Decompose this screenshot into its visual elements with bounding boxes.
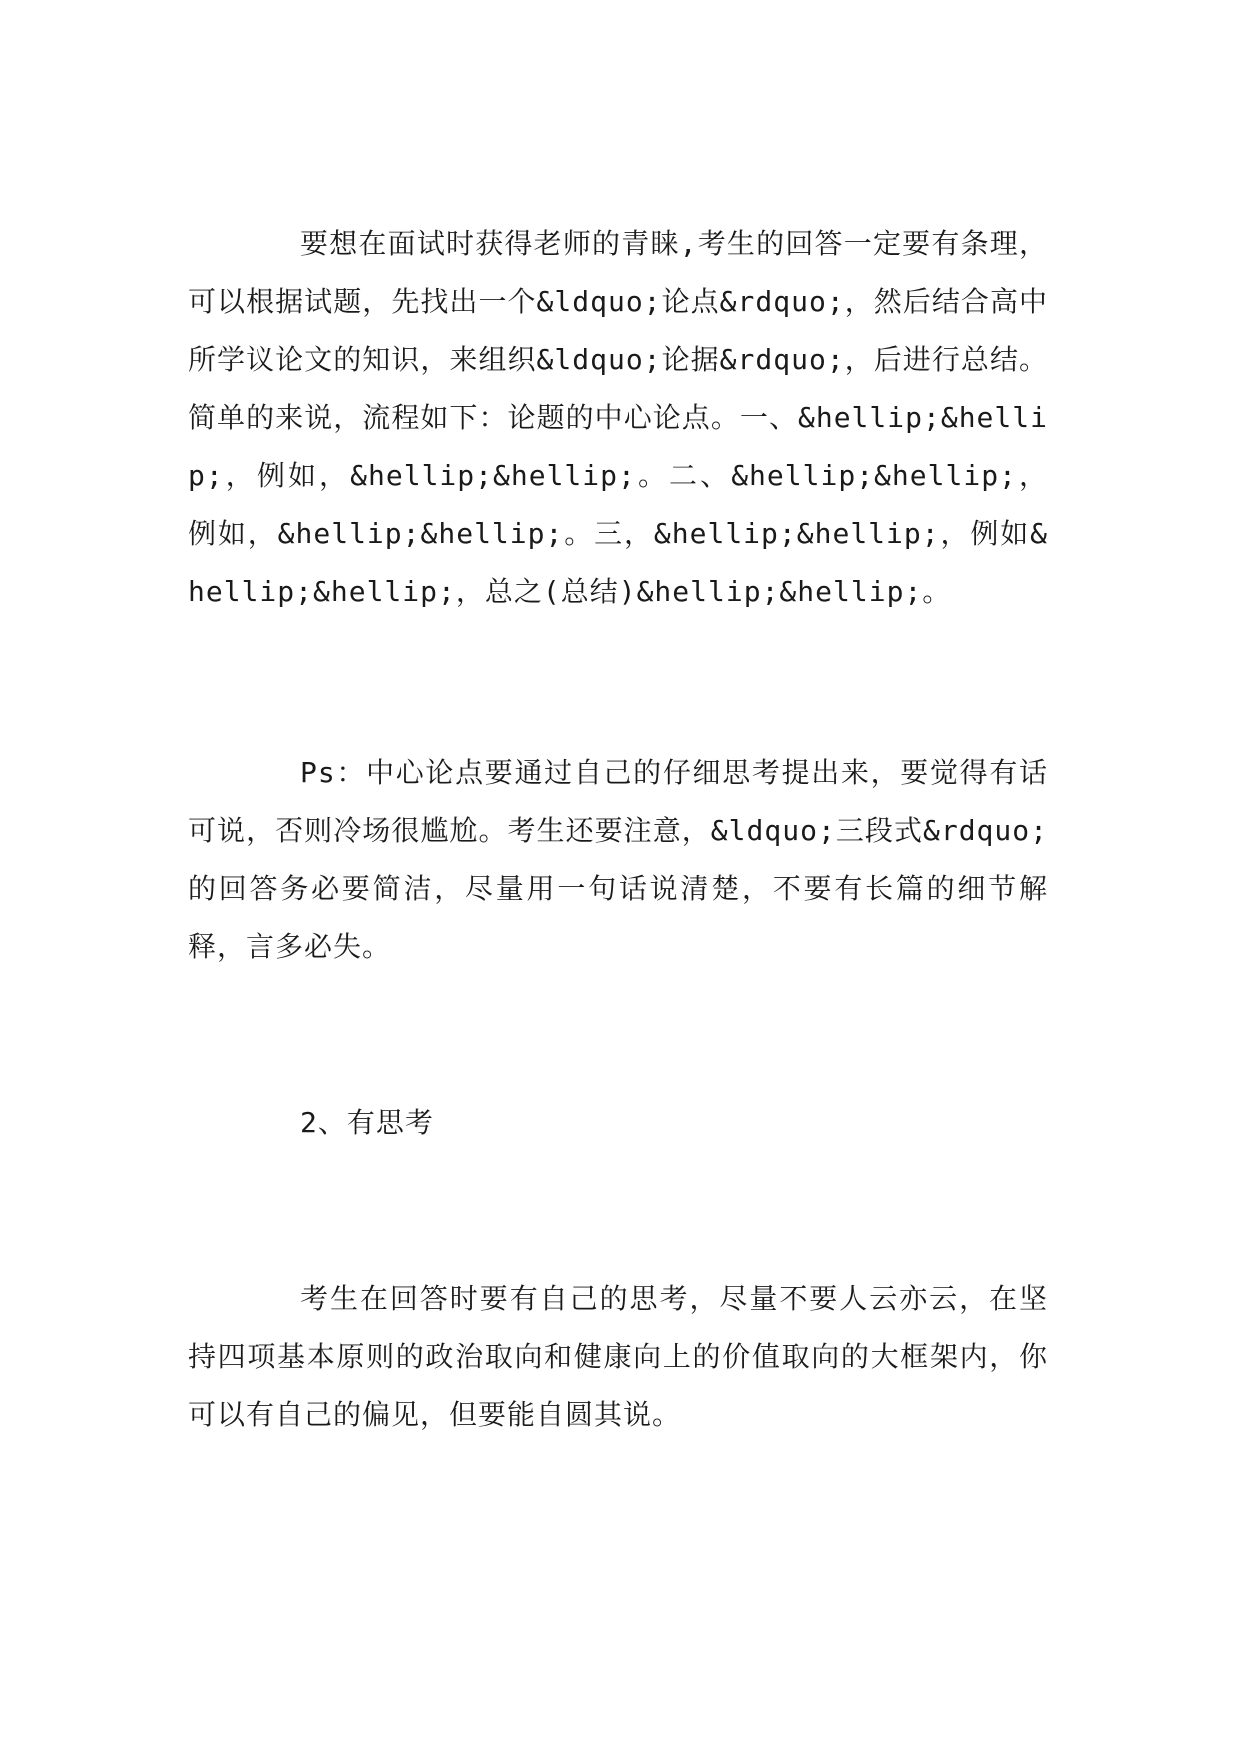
section-heading-thinking: 2、有思考 bbox=[300, 1106, 434, 1139]
paragraph-own-thinking: 考生在回答时要有自己的思考，尽量不要人云亦云，在坚持四项基本原则的政治取向和健康向上的价值取向的大框架内，你可以有自己的偏见，但要能自圆其说。 bbox=[188, 1282, 1048, 1431]
paragraph-spacer bbox=[188, 976, 1048, 1094]
paragraph-ps-note: Ps：中心论点要通过自己的仔细思考提出来，要觉得有话可说，否则冷场很尴尬。考生还要注意，&ldquo;三段式&rdquo;的回答务必要简洁，尽量用一句话说清楚，不要有长篇的细节解释，言多必失。 bbox=[188, 756, 1048, 963]
paragraph-answer-structure: 要想在面试时获得老师的青睐,考生的回答一定要有条理，可以根据试题，先找出一个&ldquo;论点&rdquo;，然后结合高中所学议论文的知识，来组织&ldquo;论据&rdquo;，后进行总结。简单的来说，流程如下：论题的中心论点。一、&hellip;&hellip;，例如，&hellip;&hellip;。二、&hellip;&hellip;，例如，&hellip;&hellip;。三，&hellip;&hellip;，例如&hellip;&hellip;，总之(总结)&hellip;&hellip;。 bbox=[188, 227, 1048, 608]
paragraph-spacer bbox=[188, 1152, 1048, 1270]
paragraph-spacer bbox=[188, 621, 1048, 744]
document-body bbox=[188, 215, 1048, 1444]
